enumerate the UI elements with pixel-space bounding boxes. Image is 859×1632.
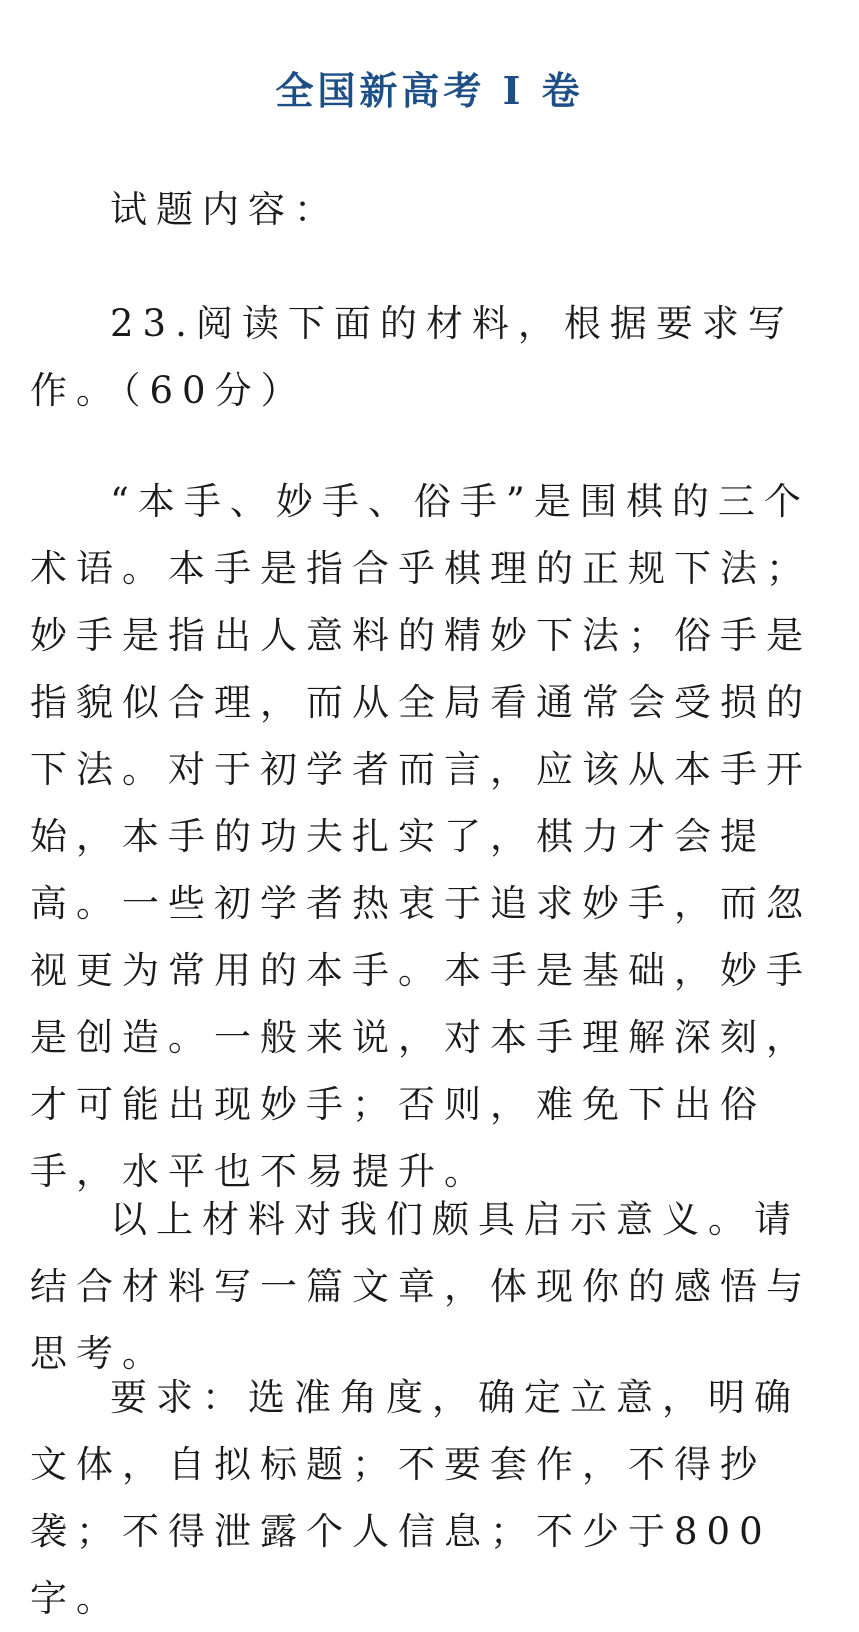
reading-material: “本手、妙手、俗手”是围棋的三个术语。本手是指合乎棋理的正规下法；妙手是指出人意料的精妙下法；俗手是指貌似合理，而从全局看通常会受损的下法。对于初学者而言，应该从本手开始，本手的功夫扎实了，棋力才会提高。一些初学者热衷于追求妙手，而忽视更为常用的本手。本手是基础，妙手是创造。一般来说，对本手理解深刻，才可能出现妙手；否则，难免下出俗手，水平也不易提升。 [30,480,812,1193]
writing-hint: 以上材料对我们颇具启示意义。请结合材料写一篇文章，体现你的感悟与思考。 [30,1198,812,1375]
exam-title: 全国新高考 I 卷 [275,68,584,113]
writing-requirements: 要求：选准角度，确定立意，明确文体，自拟标题；不要套作，不得抄袭；不得泄露个人信息；不少于800字。 [30,1376,800,1620]
question-prompt: 23.阅读下面的材料，根据要求写作。（60分） [30,302,794,412]
section-label: 试题内容： [110,188,340,231]
